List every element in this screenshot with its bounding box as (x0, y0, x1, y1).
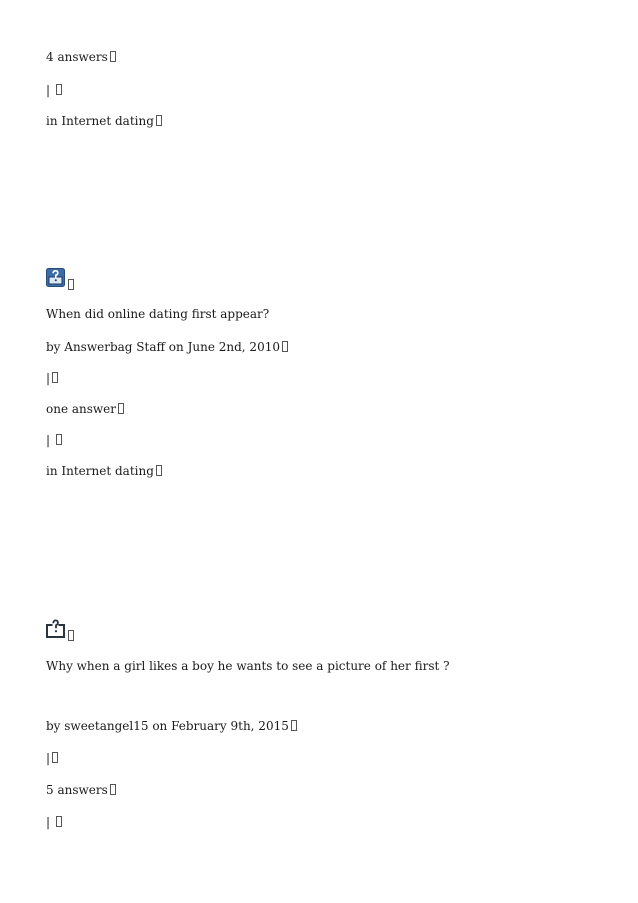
answer-count[interactable]: one answer (46, 401, 124, 417)
question-badge-outline-icon[interactable] (46, 619, 65, 638)
missing-glyph (156, 115, 162, 126)
question-badge-filled-icon[interactable] (46, 268, 65, 287)
question-byline: by sweetangel15 on February 9th, 2015 (46, 718, 297, 734)
missing-glyph (52, 752, 58, 763)
category-link[interactable]: in Internet dating (46, 113, 162, 129)
category-link[interactable]: in Internet dating (46, 463, 162, 479)
question-byline: by Answerbag Staff on June 2nd, 2010 (46, 339, 288, 355)
missing-glyph (110, 51, 116, 62)
answer-count[interactable]: 5 answers (46, 782, 116, 798)
separator: | (46, 370, 58, 386)
separator: | (46, 82, 62, 98)
question-icon-row (46, 619, 74, 638)
missing-glyph (56, 434, 62, 445)
question-title[interactable]: When did online dating first appear? (46, 307, 270, 321)
missing-glyph (56, 84, 62, 95)
missing-glyph (68, 630, 74, 641)
separator: | (46, 814, 62, 830)
missing-glyph (291, 720, 297, 731)
missing-glyph (110, 784, 116, 795)
missing-glyph (56, 816, 62, 827)
missing-glyph (118, 403, 124, 414)
question-title[interactable]: Why when a girl likes a boy he wants to see a picture of her first ? (46, 659, 450, 673)
separator: | (46, 432, 62, 448)
missing-glyph (52, 372, 58, 383)
question-icon-row (46, 268, 74, 287)
missing-glyph (282, 341, 288, 352)
missing-glyph (68, 279, 74, 290)
missing-glyph (156, 465, 162, 476)
separator: | (46, 750, 58, 766)
answer-count[interactable]: 4 answers (46, 49, 116, 65)
